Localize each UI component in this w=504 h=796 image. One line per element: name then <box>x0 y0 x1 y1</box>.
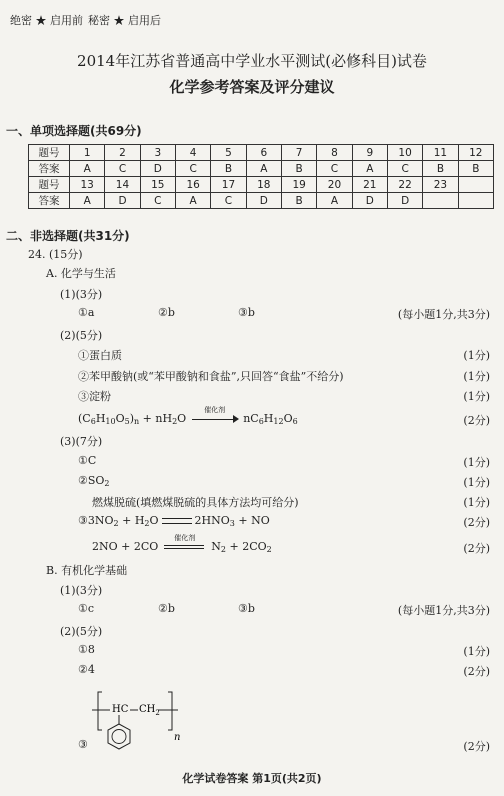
header-label-left: 绝密 ★ 启用前 <box>10 14 83 27</box>
table-cell: A <box>70 193 105 209</box>
table-row <box>29 145 494 161</box>
score-a-4: (2分) <box>463 414 490 427</box>
partA-p3-label: (3)(7分) <box>60 435 103 448</box>
title-line1: 2014年江苏省普通高中学业水平测试(必修科目)试卷 <box>77 52 427 70</box>
score-b-1: (1分) <box>463 645 490 658</box>
polystyrene-structure <box>90 688 200 764</box>
table-cell: 1 <box>70 145 105 161</box>
partA-p1-item-1: ①a <box>78 306 95 319</box>
partA-p2-label: (2)(5分) <box>60 329 103 342</box>
table-cell: A <box>317 193 352 209</box>
polymer-n: n <box>174 732 181 743</box>
table-cell: 7 <box>281 145 316 161</box>
table-cell: 4 <box>175 145 210 161</box>
table-cell: B <box>281 193 316 209</box>
table-cell <box>423 193 458 209</box>
partB-p1-score: (每小题1分,共3分) <box>397 604 490 617</box>
score-a-6: (1分) <box>463 476 490 489</box>
answer-table <box>28 144 494 209</box>
reaction-arrow: 催化剂 <box>190 413 240 425</box>
partB-p2-b: ②4 <box>78 663 95 676</box>
partA-p2-c: ③淀粉 <box>78 390 111 403</box>
equation-starch-hydrolysis: $(C_6H_{10}O_5)_n + nH_2O$ 催化剂 $nC_6H_{12}O_6$ <box>78 406 298 426</box>
score-a-5: (1分) <box>463 456 490 469</box>
table-cell: 5 <box>211 145 246 161</box>
equation-no-co: 2NO + 2CO 催化剂 $N_2 + 2CO_2$ <box>92 534 272 554</box>
section1-heading: 一、单项选择题(共69分) <box>6 124 142 138</box>
section2-heading: 二、非选择题(共31分) <box>6 229 130 243</box>
table-row-header: 题号 <box>29 177 70 193</box>
table-cell: D <box>387 193 422 209</box>
catalyst-equals: 催化剂 <box>162 541 208 553</box>
table-cell: B <box>458 161 493 177</box>
score-b-3: (2分) <box>463 740 490 753</box>
partA-p2-a: ①蛋白质 <box>78 349 122 362</box>
table-cell: C <box>317 161 352 177</box>
table-cell: D <box>140 161 175 177</box>
score-a-8: (2分) <box>463 516 490 529</box>
benzene-ring <box>108 724 130 749</box>
benzene-ring-circle <box>112 730 126 744</box>
partA-p3-a: ①C <box>78 454 97 467</box>
table-cell: 14 <box>105 177 140 193</box>
table-cell: 19 <box>281 177 316 193</box>
partA-p2-b: ②苯甲酸钠(或“苯甲酸钠和食盐”,只回答“食盐”不给分) <box>78 370 344 383</box>
table-cell: 3 <box>140 145 175 161</box>
q24-label: 24. (15分) <box>28 248 83 261</box>
table-cell <box>458 193 493 209</box>
header-label-right: 秘密 ★ 启用后 <box>88 14 161 27</box>
table-cell: 21 <box>352 177 387 193</box>
table-cell: 17 <box>211 177 246 193</box>
right-bracket <box>168 692 172 730</box>
table-cell: A <box>175 193 210 209</box>
table-cell: 22 <box>387 177 422 193</box>
table-cell: B <box>281 161 316 177</box>
table-cell: 16 <box>175 177 210 193</box>
table-cell: A <box>70 161 105 177</box>
score-a-1: (1分) <box>463 349 490 362</box>
table-cell: 20 <box>317 177 352 193</box>
table-cell: C <box>105 161 140 177</box>
partB-p1-item-3: ③b <box>238 602 255 615</box>
table-cell <box>458 177 493 193</box>
table-cell: C <box>175 161 210 177</box>
table-cell: B <box>211 161 246 177</box>
table-row-header: 答案 <box>29 161 70 177</box>
polymer-ch2: $CH_2$ <box>139 704 160 717</box>
table-cell: 10 <box>387 145 422 161</box>
page-footer: 化学试卷答案 第1页(共2页) <box>182 772 322 785</box>
partA-p3-b: $②SO_2$ <box>78 474 110 488</box>
table-cell: 6 <box>246 145 281 161</box>
table-cell: 11 <box>423 145 458 161</box>
partA-p1-label: (1)(3分) <box>60 288 103 301</box>
partB-p2-a: ①8 <box>78 643 95 656</box>
partA-p3-c: 燃煤脱硫(填燃煤脱硫的具体方法均可给分) <box>92 496 299 509</box>
table-cell: D <box>352 193 387 209</box>
table-cell: 18 <box>246 177 281 193</box>
score-a-2: (1分) <box>463 370 490 383</box>
partA-p1-item-2: ②b <box>158 306 175 319</box>
equals-sign <box>162 518 192 524</box>
partB-title: B. 有机化学基础 <box>46 564 128 577</box>
table-cell: C <box>387 161 422 177</box>
score-a-7: (1分) <box>463 496 490 509</box>
table-cell: D <box>105 193 140 209</box>
table-row <box>29 161 494 177</box>
table-cell: B <box>423 161 458 177</box>
table-row <box>29 177 494 193</box>
partA-p1-item-3: ③b <box>238 306 255 319</box>
polymer-ch: HC <box>112 704 129 715</box>
title-line2: 化学参考答案及评分建议 <box>169 78 335 96</box>
equation-no2-water: $③3NO_2 + H_2O$ $2HNO_3$ + NO <box>78 514 270 528</box>
table-cell: A <box>352 161 387 177</box>
table-cell: D <box>246 193 281 209</box>
table-cell: 12 <box>458 145 493 161</box>
table-cell: 23 <box>423 177 458 193</box>
table-cell: C <box>211 193 246 209</box>
partA-p1-score: (每小题1分,共3分) <box>397 308 490 321</box>
partB-p1-item-1: ①c <box>78 602 95 615</box>
table-cell: 13 <box>70 177 105 193</box>
left-bracket <box>98 692 102 730</box>
score-a-3: (1分) <box>463 390 490 403</box>
table-row-header: 题号 <box>29 145 70 161</box>
table-cell: A <box>246 161 281 177</box>
table-row <box>29 193 494 209</box>
score-a-9: (2分) <box>463 542 490 555</box>
partA-title: A. 化学与生活 <box>46 267 116 280</box>
table-cell: C <box>140 193 175 209</box>
partB-p2-c: ③ <box>78 738 88 751</box>
table-row-header: 答案 <box>29 193 70 209</box>
score-b-2: (2分) <box>463 665 490 678</box>
partB-p2-label: (2)(5分) <box>60 625 103 638</box>
table-cell: 15 <box>140 177 175 193</box>
partB-p1-item-2: ②b <box>158 602 175 615</box>
table-cell: 9 <box>352 145 387 161</box>
table-cell: 2 <box>105 145 140 161</box>
table-cell: 8 <box>317 145 352 161</box>
partB-p1-label: (1)(3分) <box>60 584 103 597</box>
